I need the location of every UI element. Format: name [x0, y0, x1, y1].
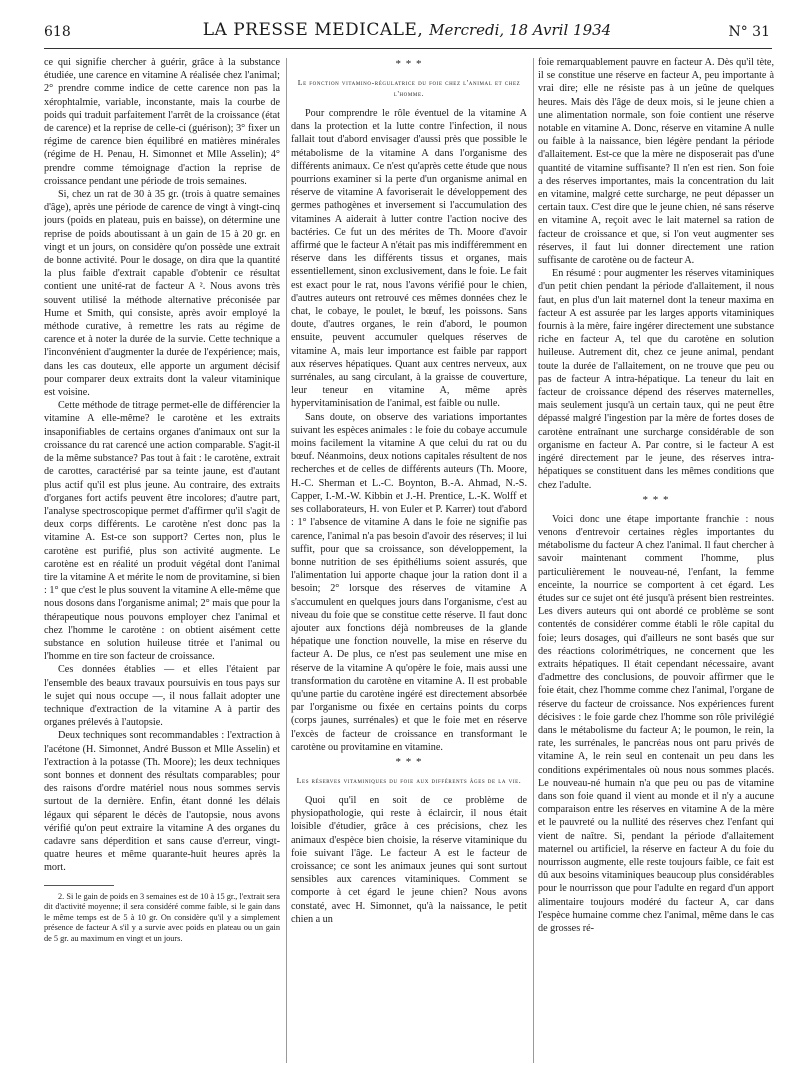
paragraph: Deux techniques sont recommandables : l'extraction à l'acétone (H. Simonnet, André Busson et Mlle Asselin) et l'extraction à la potasse (Th. Moore); les deux techniques sont bonnes et donnent des résultats comparables; pour des raisons d'ordre matériel nous nous sommes servis surtout de la dernière. Enfin, étant donné les délais légaux qui séparent le décès de l'autopsie, nous avons vérifié qu'on peut extraire la vitamine A des organes du cadavre sans déperdition et sans cause d'erreur, vingt-quatre heures et même quarante-huit heures après la mort. — [44, 730, 280, 874]
paragraph: En résumé : pour augmenter les réserves vitaminiques d'un petit chien pendant la période d'allaitement, il nous faut, en plus d'un lait maternel dont la teneur maxima en facteur A est assurée par les larges apports vitaminiques fournis à la mère, faire ingérer directement une substance riche en facteur A, tel que du carotène en solution huileuse. Autrement dit, chez ce jeune animal, pendant toute la durée de l'allaitement, on ne trouve que peu ou pas de facteur A intra-hépatique. La teneur du lait en facteur de croissance dépend des réserves maternelles, mais seulement jusqu'à un certain taux, qui ne peut être dépassé malgré l'ingestion par la mère de fortes doses de carotène entraînant une surcharge considérable de son organisme en facteur A. Par contre, si le facteur A est ingéré directement par le jeune, des réserves intra-hépatiques se constituent dans les mêmes conditions que chez l'adulte. — [538, 268, 774, 491]
column-right — [538, 56, 774, 1066]
paragraph: Pour comprendre le rôle éventuel de la vitamine A dans la protection et la lutte contre l'infection, il nous fallait tout d'abord envisager d'aussi près que possible le métabolisme de la vitamine A dans l'organisme des différents animaux. Ce n'est qu'après cette étude que nous pourrions examiner si la perte d'un organisme animal en réserve de vitamine A favoriserait le développement des germes pathogènes et inversement si l'accumulation des vitamines A aiderait à lutter contre l'action nocive des bactéries. Ce fut un des mérites de Th. Moore d'avoir affirmé que le facteur A n'était pas mis indifféremment en réserve dans les différents tissus et organes, mais essentiellement, sinon exclusivement, dans le foie. Le fait est exact pour le rat, nous l'avons vérifié pour le chien, d'autres auteurs ont retrouvé ces mêmes données chez le chat, le cobaye, le poulet, le bœuf, les poissons. Sans doute, d'autres organes, le rein d'abord, le poumon ensuite, peuvent accumuler quelques réserves de vitamine A, mais leur importance est faible par rapport aux réserves hépatiques. Quant aux centres nerveux, aux surrénales, au sang circulant, à la graisse de couverture, leur teneur en vitamine A, même après hypervitaminisation de l'animal, est faible ou nulle. — [291, 108, 527, 410]
paragraph: ce qui signifie chercher à guérir, grâce à la substance étudiée, une carence en vitamine A réalisée chez l'animal; 2° prendre comme indice de cette carence non pas la xérophtalmie, variable, inconstante, mais la courbe de poids qui traduit parfaitement l'arrêt de la croissance (état de carence) et la reprise de celle-ci (guérison); 3° fixer un régime de carence bien équilibré en matières minérales (régime de H. Penau, H. Simonnet et Mlle Asselin); 4° prendre comme témoignage d'action la reprise de croissance pendant une période de trois semaines. — [44, 57, 280, 187]
paragraph: Cette méthode de titrage permet-elle de différencier la vitamine A elle-même? le carotène et les extraits insaponifiables de certains organes d'animaux ont sur la croissance du rat carencé une action comparable. S'agit-il de la même substance? Pas tout à fait : le carotène, extrait de carottes, caractérisé par sa teinte jaune, est d'autant plus actif qu'il est plus jeune. Au contraire, des extraits d'organes fort actifs peuvent être incolores; d'autre part, l'analyse spectroscopique permet d'affirmer qu'il s'agit de deux corps différents. Le carotène n'est donc pas la vitamine A. Est-ce son support? Certes non, plus le carotène est purifié, plus son activité augmente. Le carotène est en réalité un produit végétal dont l'animal tire la vitamine A et mérite le nom de provitamine, si bien : 1° que c'est le plus souvent la vitamine A elle-même que nous dosons dans l'organisme animal; 2° mais que pour la thérapeutique nous pouvons employer chez l'animal et chez l'homme le carotène : on obtient aisément cette substance en solution huileuse titrée et l'animal ou l'homme en tire son facteur de croissance. — [44, 400, 280, 663]
footnote: 2. Si le gain de poids en 3 semaines est de 10 à 15 gr., l'extrait sera dit d'activité moyenne; il sera considéré comme faible, si le gain dans le même temps est de 5 à 10 gr. On considère qu'il y a simplement présence de facteur A s'il y a survie avec poids en plateau ou un gain de 5 gr. au maximum en vingt et un jours. — [44, 891, 280, 943]
section-separator: * * * — [395, 755, 423, 768]
issue-date: Mercredi, 18 Avril 1934 — [429, 21, 612, 39]
journal-title-line — [44, 20, 770, 40]
page-number: 618 — [44, 24, 71, 40]
paragraph: Ces données établies — et elles l'étaient par l'ensemble des beaux travaux poursuivis en tous pays sur le sujet qui nous occupe —, il nous fallait adopter une technique d'extraction de la vitamine A à partir des organes prélevés à l'autopsie. — [44, 664, 280, 729]
footnote-rule — [44, 885, 114, 886]
column-middle — [291, 56, 527, 1066]
journal-name: LA PRESSE MEDICALE, — [202, 20, 424, 40]
section-heading: Les réserves vitaminiques du foie aux différents âges de la vie. — [296, 775, 522, 785]
running-header — [44, 18, 770, 46]
header-rule — [44, 48, 772, 49]
column-left — [44, 56, 280, 1066]
paragraph: Si, chez un rat de 30 à 35 gr. (trois à quatre semaines d'âge), après une période de carence de vingt à vingt-cinq jours (poids en plateau, puis en baisse), on détermine une reprise de poids aboutissant à un gain de 15 à 20 gr. en vingt et un jours, on considère qu'on possède une extrait de bonne activité. Pour le dosage, on dira que la quantité la plus faible d'extrait capable d'obtenir ce résultat contient une unité-rat de facteur A ². Nous avons très souvent utilisé la méthode alternative préconisée par Hume et Smith, qui consiste, après avoir employé la méthode curative, à remettre les rats au régime de carence et à noter la durée de la survie. Cette technique a l'inconvénient d'augmenter la durée de l'expérience; mais, dans les cas douteux, elle apporte un argument décisif pour comparer deux extraits dont la valeur vitaminique est voisine. — [44, 189, 280, 399]
paragraph: Quoi qu'il en soit de ce problème de physiopathologie, qui reste à éclaircir, il nous était loisible d'étudier, grâce à ces précisions, chez les animaux d'espèce bien choisie, la réserve vitaminique du foie suivant l'âge. Le facteur A est le facteur de croissance; ce sont les animaux jeunes qui sont surtout sensibles aux carences vitaminiques. Comment se comporte à cet égard le jeune chien? Nous avons constaté, avec H. Simonnet, qu'à la naissance, le petit chien a un — [291, 794, 527, 925]
section-heading: Le fonction vitamino-régulatrice du foie chez l'animal et chez l'homme. — [297, 78, 521, 98]
paragraph: Sans doute, on observe des variations importantes suivant les espèces animales : le foie du cobaye accumule moins facilement la vitamine A que celui du rat ou du bœuf. Néanmoins, deux notions capitales résultent de nos recherches et de celles de différents auteurs (Th. Moore, H.-C. Sherman et L.-C. Boynton, B.-A. Ahmad, N.-S. Capper, I.-M.-W. Kibbin et J.-H. Prentice, L.-K. Wolff et ses collaborateurs, H. von Euler et P. Karrer) tout d'abord : 1° l'absence de vitamine A dans le foie ne signifie pas carence, l'animal n'a pas besoin d'avoir des réserves; il lui suffit, pour que sa croissance, son développement, la bonne nutrition de ses épithéliums soient assurés, que l'alimentation lui apporte chaque jour la ration dont il a besoin; 2° lorsque des réserves de vitamine A s'accumulent en quelques jours dans l'organisme, c'est au niveau du foie que se constitue cette réserve. Il faut donc ajouter aux fonctions déjà nombreuses de la glande hépatique une fonction nouvelle, la mise en réserve du facteur A. De plus, ce n'est pas seulement une mise en réserve de la vitamine A qu'opère le foie, mais aussi une transformation du carotène en vitamine A. Il est probable qu'une partie du carotène ingéré est directement absorbée par l'organisme ou fixée en certains points du corps (corps jaunes, surrénales) et que le foie met en réserve l'excès de facteur de croissance en transformant le carotène ou provitamine en vitamine. — [291, 411, 527, 753]
section-separator: * * * — [642, 493, 670, 506]
issue-number: N° 31 — [728, 24, 770, 40]
paragraph: Voici donc une étape importante franchie : nous venons d'entrevoir certaines règles importantes du métabolisme du facteur A chez l'animal. Il faut chercher à savoir maintenant comment l'homme, plus particulièrement le nouveau-né, l'enfant, la femme enceinte, la nourrice se comportent à cet égard. Les études sur ce sujet ont été jusqu'à présent bien restreintes. Les divers auteurs qui ont abordé ce problème se sont contentés de considérer comme établi le rôle capital du foie; leurs dosages, qui d'ailleurs ne sont basés que sur des réactions colorimétriques, ne concernent que les extraits hépatiques. Il était cependant nécessaire, avant d'admettre des conclusions, de pouvoir affirmer que le foie était, chez l'homme comme chez l'animal, l'organe de réserve du facteur de croissance. Nos expériences furent décisives : le foie garde chez l'homme son rôle privilégié dans le métabolisme du facteur A; le poumon, le rein, la rate, les surrénales, le pancréas nous ont paru privés de vitamine A, le rein seul en contenait un peu dans les conditions expérimentales où nous nous sommes placés. Le nouveau-né humain n'a que peu ou pas de vitamine dans son foie quand il vient au monde et il n'y a aucune comparaison entre les réserves en vitamine A de la mère et le pauvreté ou la nullité des réserves chez l'enfant qui vient de naître. Si, pendant la période d'allaitement maternel ou artificiel, la réserve en facteur A du foie du nourrisson augmente, elle reste toujours faible, ce fait est dû aux besoins vitaminiques beaucoup plus considérables pour le nourrisson que pour l'adulte en regard d'un apport alimentaire toujours modéré du facteur A, car dans l'espèce humaine comme chez l'animal, même dans le cas de grosses ré- — [538, 513, 774, 934]
paragraph: foie remarquablement pauvre en facteur A. Dès qu'il tète, il se constitue une réserve en facteur A, peu importante à vrai dire; elle ne résiste pas à un jeûne de quelques heures. Mais dès l'âge de deux mois, si le jeune chien a une alimentation normale, son foie contient une réserve notable en vitamine A. Donc, réserve en vitamine A nulle ou faible à la naissance, bien légère pendant la période d'allaitement. Est-ce que la mère ne disposerait pas d'une quantité de vitamine suffisante? Il n'en est rien. Son foie a des réserves importantes, mais la concentration du lait en vitamine, malgré cette surcharge, ne peut dépasser un certain taux. C'est dire que le jeune chien, né sans réserve en vitamine A, reçoit avec le lait maternel sa ration de facteur de croissance et que, si l'on veut augmenter ses réserves, il faut lui donner directement une ration suffisante de carotène ou de facteur A. — [538, 57, 774, 267]
section-separator: * * * — [395, 58, 423, 70]
text-columns — [44, 56, 774, 1066]
